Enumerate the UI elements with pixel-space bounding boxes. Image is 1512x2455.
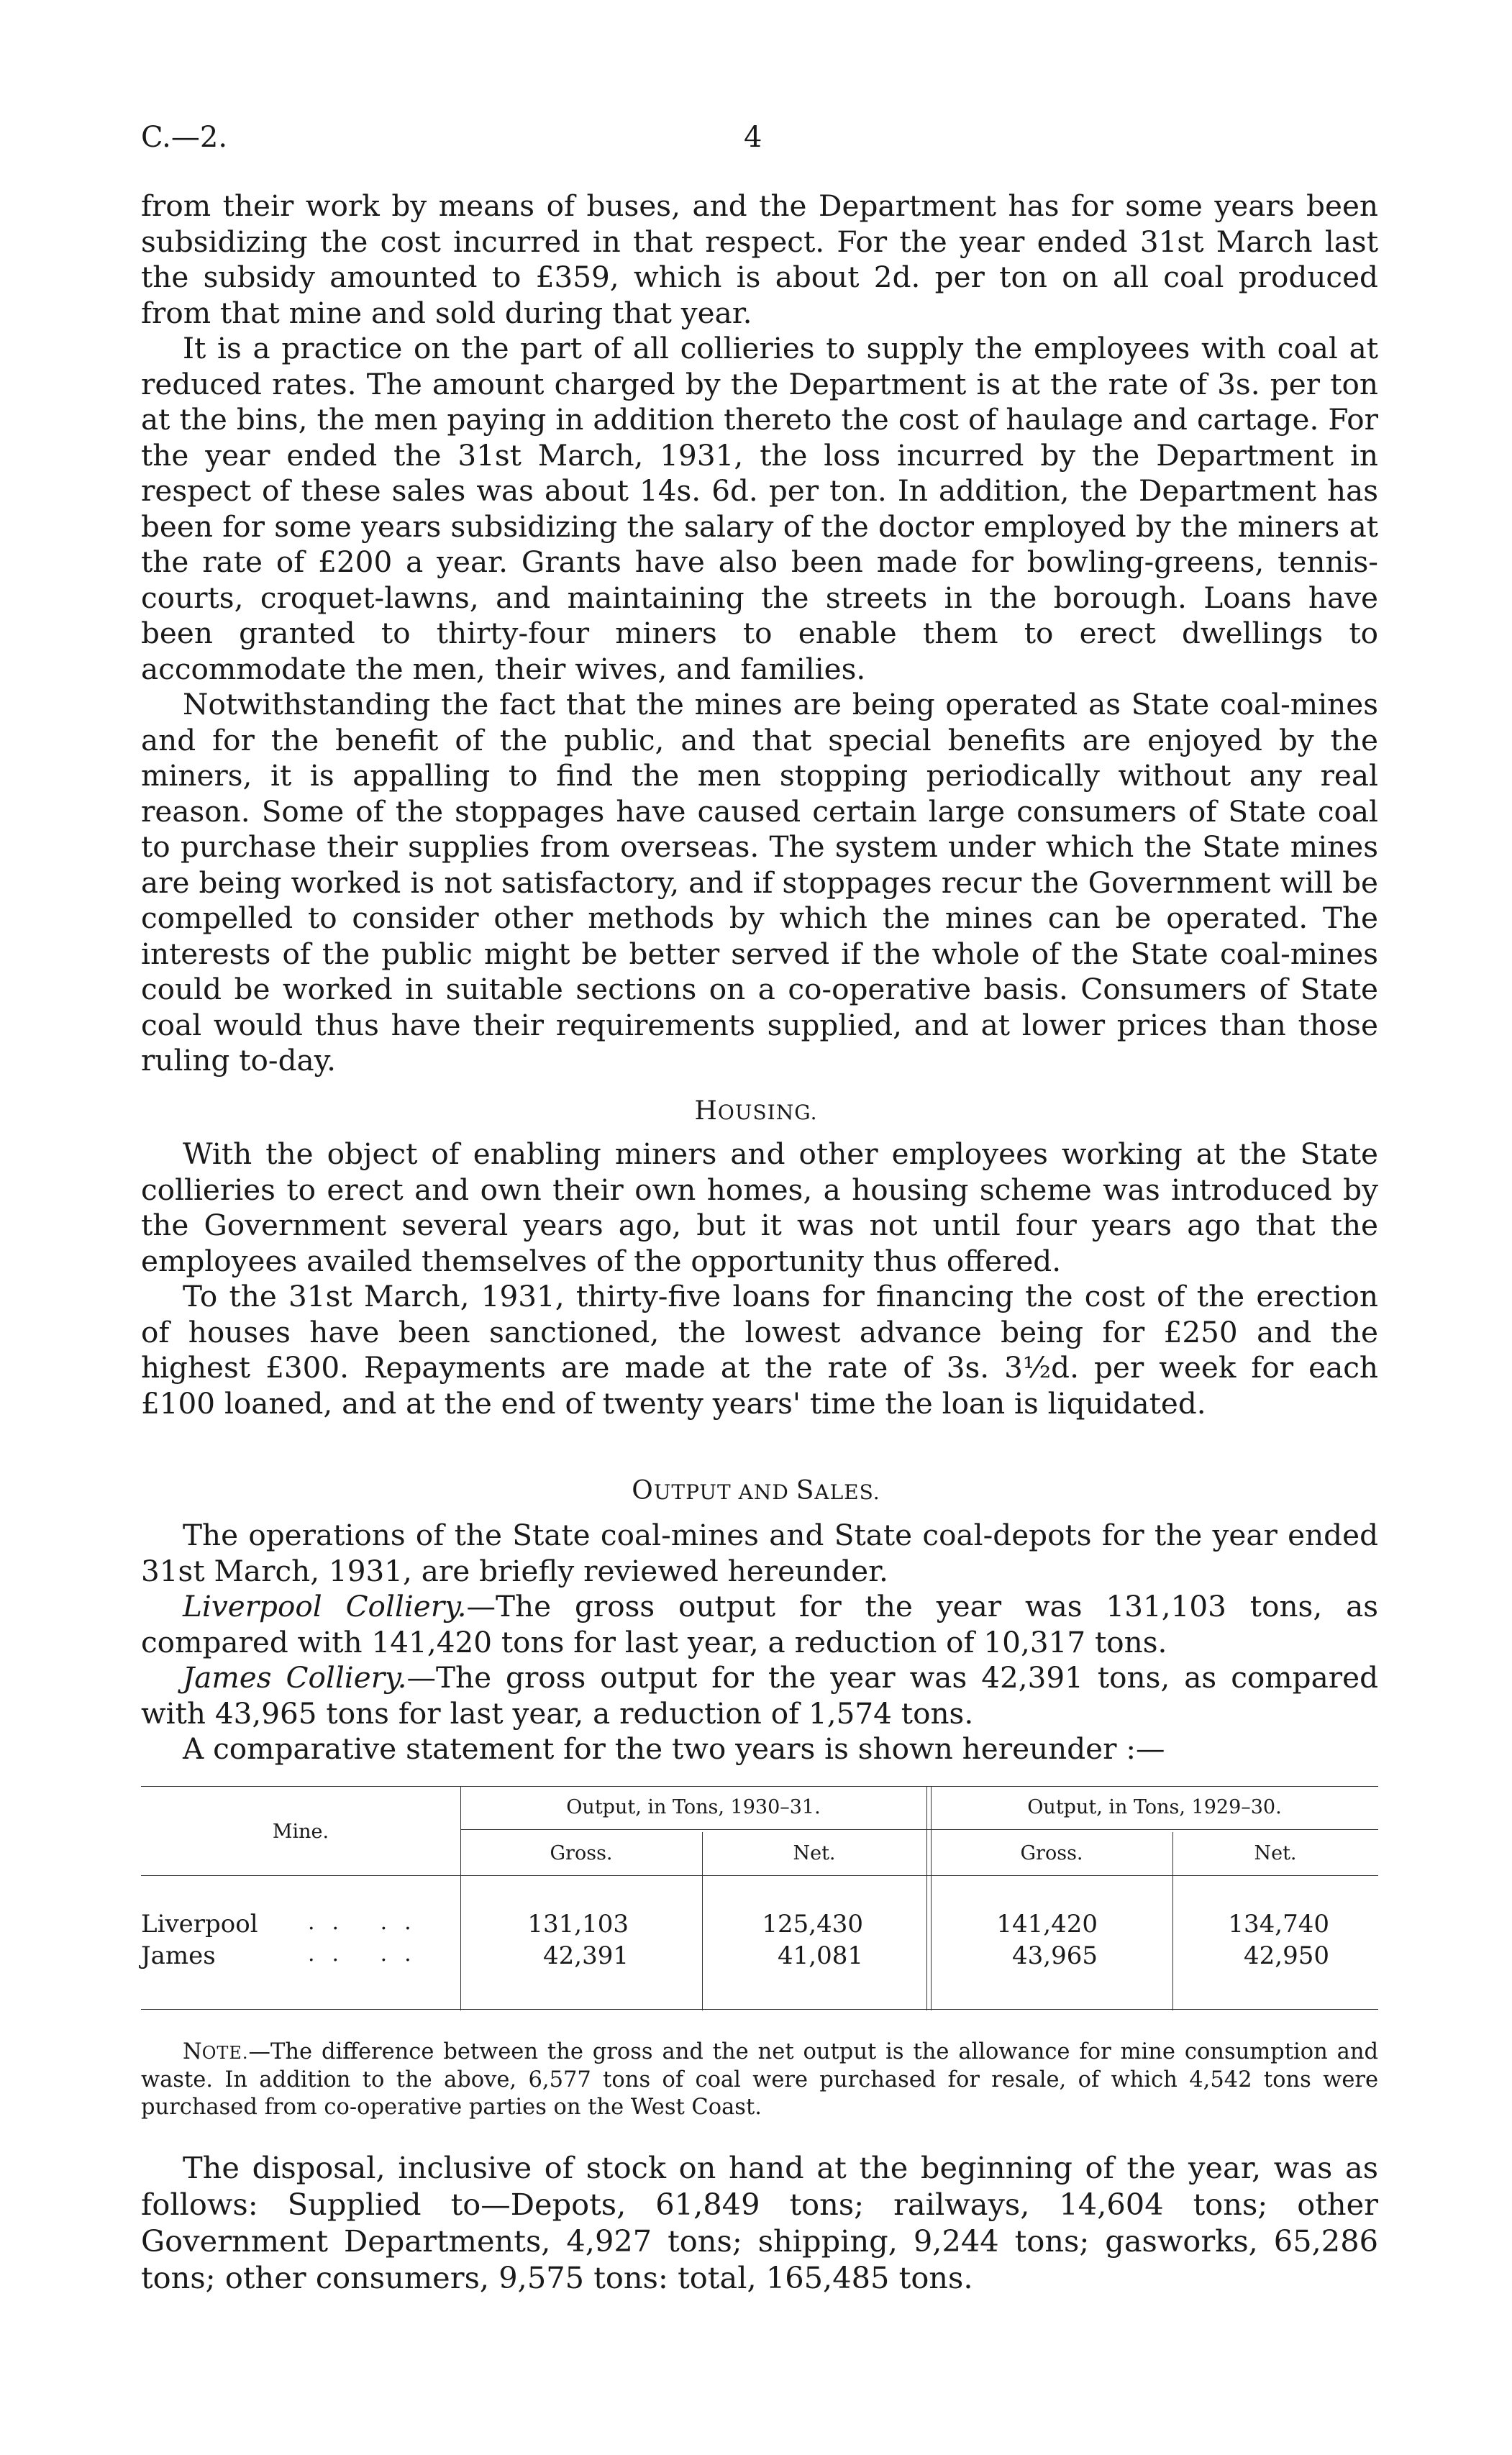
heading-housing: HOUSING. <box>694 1096 818 1126</box>
table-note: NOTE.—The difference between the gross and the net output is the allowance for mine consumption and waste. In addition to the above, 6,577 tons of coal were purchased for resale, of which 4,542 tons were purchased from co-operative parties on the West Coast. <box>141 2039 1378 2120</box>
paragraph-bus-subsidy: from their work by means of buses, and the Department has for some years been subsidizing the cost incurred in that respect. For the year ended 31st March last the subsidy amounted to £359, which is about 2d. per ton on all coal produced from that mine and sold during that year. <box>141 188 1378 330</box>
cell-gross-1931: 131,103 <box>527 1910 629 1939</box>
header-gross-1931: Gross. <box>550 1842 613 1864</box>
table-header-rule <box>141 1875 1378 1876</box>
header-mine: Mine. <box>272 1821 329 1843</box>
table-col-divider <box>931 1786 932 2010</box>
header-output-1929-30: Output, in Tons, 1929–30. <box>1027 1796 1282 1818</box>
page-number: 4 <box>744 121 762 154</box>
row-mine-name: James <box>141 1941 216 1970</box>
header-net-1930: Net. <box>1254 1842 1297 1864</box>
housing-section <box>141 1137 1378 1421</box>
output-section <box>141 1518 1378 1767</box>
table-col-divider <box>460 1786 461 2010</box>
paragraph-output-intro: The operations of the State coal-mines and State coal-depots for the year ended 31st March, 1931, are briefly reviewed hereunder. <box>141 1518 1378 1588</box>
cell-net-1930: 42,950 <box>1244 1941 1329 1970</box>
header-gross-1930: Gross. <box>1020 1842 1083 1864</box>
header-net-1931: Net. <box>793 1842 836 1864</box>
paragraph-comparative: A comparative statement for the two years is shown hereunder :— <box>183 1731 1165 1766</box>
cell-net-1930: 134,740 <box>1228 1910 1329 1939</box>
row-leader-dots: .. .. <box>308 1910 429 1935</box>
table-bottom-rule <box>141 2009 1378 2010</box>
table-group-rule <box>460 1829 1378 1830</box>
table-top-rule <box>141 1786 1378 1787</box>
document-reference: C.—2. <box>141 121 228 154</box>
paragraph-james-colliery: James Colliery.—The gross output for the year was 42,391 tons, as compared with 43,965 tons for last year, a reduction of 1,574 tons. <box>141 1660 1378 1731</box>
paragraph-stoppages: Notwithstanding the fact that the mines are being operated as State coal-mines and for the benefit of the public, and that special benefits are enjoyed by the miners, it is appalling to find the men stopping periodically without any real reason. Some of the stoppages have caused certain large consumers of State coal to purchase their supplies from overseas. The system under which the State mines are being worked is not satisfactory, and if stoppages recur the Government will be compelled to consider other methods by which the mines can be operated. The interests of the public might be better served if the whole of the State coal-mines could be worked in suitable sections on a co-operative basis. Consumers of State coal would thus have their requirements supplied, and at lower prices than those ruling to-day. <box>141 687 1378 1078</box>
paragraph-housing-loans: To the 31st March, 1931, thirty-five loans for financing the cost of the erection of houses have been sanctioned, the lowest advance being for £250 and the highest £300. Repayments are made at the rate of 3s. 3½d. per week for each £100 loaned, and at the end of twenty years' time the loan is liquidated. <box>141 1279 1378 1421</box>
intro-section <box>141 188 1378 1079</box>
output-comparison-table <box>141 1786 1378 2010</box>
disposal-section <box>141 2149 1378 2296</box>
cell-net-1931: 41,081 <box>778 1941 863 1970</box>
paragraph-housing-scheme: With the object of enabling miners and other employees working at the State collieries to erect and own their own homes, a housing scheme was introduced by the Government several years ago, but it was not until four years ago that the employees availed themselves of the opportunity thus offered. <box>141 1137 1378 1278</box>
row-leader-dots: .. .. <box>308 1941 429 1967</box>
table-col-divider <box>926 1786 927 2010</box>
cell-gross-1930: 43,965 <box>1012 1941 1098 1970</box>
cell-net-1931: 125,430 <box>762 1910 863 1939</box>
row-mine-name: Liverpool <box>141 1910 258 1939</box>
cell-gross-1930: 141,420 <box>996 1910 1098 1939</box>
paragraph-coal-rates: It is a practice on the part of all collieries to supply the employees with coal at reduced rates. The amount charged by the Department is at the rate of 3s. per ton at the bins, the men paying in addition thereto the cost of haulage and cartage. For the year ended the 31st March, 1931, the loss incurred by the Department in respect of these sales was about 14s. 6d. per ton. In addition, the Department has been for some years subsidizing the salary of the doctor employed by the miners at the rate of £200 a year. Grants have also been made for bowling-greens, tennis-courts, croquet-lawns, and maintaining the streets in the borough. Loans have been granted to thirty-four miners to enable them to erect dwellings to accommodate the men, their wives, and families. <box>141 331 1378 686</box>
paragraph-liverpool-colliery: Liverpool Colliery.—The gross output for the year was 131,103 tons, as compared with 141,420 tons for last year, a reduction of 10,317 tons. <box>141 1589 1378 1659</box>
paragraph-disposal: The disposal, inclusive of stock on hand at the beginning of the year, was as follows: Supplied to—Depots, 61,849 tons; railways, 14,604 tons; other Government Departments, 4,927 tons; shipping, 9,244 tons; gasworks, 65,286 tons; other consumers, 9,575 tons: total, 165,485 tons. <box>141 2150 1378 2295</box>
header-output-1930-31: Output, in Tons, 1930–31. <box>566 1796 821 1818</box>
heading-output-and-sales: OUTPUT AND SALES. <box>632 1476 880 1506</box>
cell-gross-1931: 42,391 <box>543 1941 629 1970</box>
